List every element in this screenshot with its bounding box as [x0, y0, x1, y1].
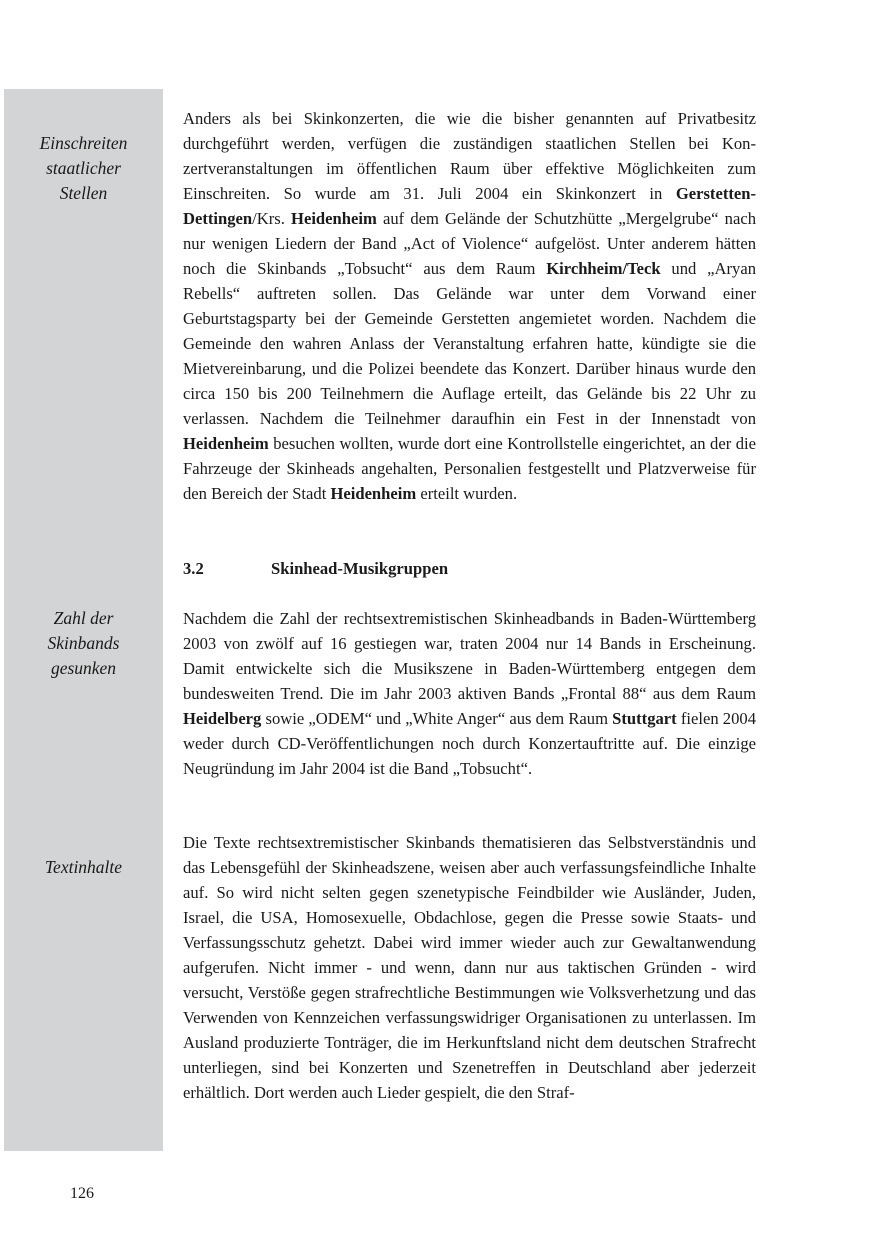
paragraph-lyrics	[183, 830, 756, 1105]
text-run: Die Texte rechtsextremistischer Skinbands thematisieren das Selbstverständnis und das Lebensgefühl der Skinheadszene, weisen aber auch verfassungsfeindliche Inhalte auf. So wird nicht selten gegen szenetypische Feindbilder wie Ausländer, Juden, Israel, die USA, Homosexuelle, Obdachlose, gegen die Presse sowie Staats- und Verfassungsschutz gehetzt. Dabei wird immer wieder auch zur Gewaltanwendung aufgerufen. Nicht immer - und wenn, dann nur aus taktischen Gründen - wird versucht, Verstöße gegen strafrechtliche Bestimmungen wie Volksverhetzung und das Verwenden von Kennzeichen verfassungswidriger Organisationen zu unterlassen. Im Ausland produzierte Tonträger, die im Herkunftsland nicht dem deutschen Strafrecht unterliegen, sind bei Konzerten und Szenetreffen in Deutschland aber jederzeit erhältlich. Dort werden auch Lieder gespielt, die den Straf-	[183, 833, 756, 1102]
margin-note-lyrics: Textinhalte	[44, 857, 123, 877]
margin-note-intervention: Einschreiten staatlicher Stellen	[39, 133, 128, 203]
text-run: besuchen wollten, wurde dort eine Kontrollstelle eingerichtet, an der die Fahrzeuge der Skinheads angehalten, Personalien festgestellt und Platzverweise für den Bereich der Stadt	[183, 434, 756, 503]
place-name: Gerstetten-Dettingen	[183, 184, 756, 228]
text-run: /Krs.	[252, 209, 292, 228]
paragraph-band-count	[183, 606, 756, 781]
paragraph-text	[183, 606, 756, 781]
text-run: fielen 2004 weder durch CD-Veröffentlichungen noch durch Konzertauftritte auf. Die einzige Neugründung im Jahr 2004 ist die Band „Tobsucht“.	[183, 709, 756, 778]
section-number: 3.2	[183, 559, 204, 578]
text-run: Nachdem die Zahl der rechtsextremistischen Skinheadbands in Baden-Württemberg 2003 von zwölf auf 16 gestiegen war, traten 2004 nur 14 Bands in Erscheinung. Damit entwickelte sich die Musikszene in Baden-Württemberg entgegen dem bundesweiten Trend. Die im Jahr 2003 aktiven Bands „Frontal 88“ aus dem Raum	[183, 609, 756, 703]
place-name: Heidenheim	[291, 209, 377, 228]
place-name: Kirchheim/Teck	[546, 259, 661, 278]
margin-note-band-count: Zahl der Skinbands gesunken	[47, 608, 120, 678]
text-run: sowie „ODEM“ und „White Anger“ aus dem Raum	[261, 709, 613, 728]
place-name: Heidelberg	[183, 709, 262, 728]
paragraph-text	[183, 830, 756, 1105]
paragraph-intervention	[183, 106, 756, 506]
page-number: 126	[70, 1185, 94, 1202]
place-name: Heidenheim	[183, 434, 269, 453]
text-run: erteilt wurden.	[416, 484, 518, 503]
place-name: Stuttgart	[612, 709, 677, 728]
place-name: Heidenheim	[330, 484, 417, 503]
section-title: Skinhead-Musikgruppen	[271, 559, 449, 578]
text-run: auf dem Gelände der Schutzhütte „Mergelgrube“ nach nur wenigen Liedern der Band „Act of Violence“ aufgelöst. Unter anderem hätten noch die Skinbands „Tobsucht“ aus dem Raum	[183, 209, 757, 278]
text-run: Anders als bei Skinkonzerten, die wie die bisher genannten auf Privatbesitz durchgeführt werden, verfügen die zuständigen staatlichen Stellen bei Konzertveranstaltungen im öffentlichen Raum über effektive Möglichkeiten zum Einschreiten. So wurde am 31. Juli 2004 ein Skinkonzert in	[183, 109, 756, 203]
section-heading	[183, 556, 448, 581]
paragraph-text	[183, 106, 756, 506]
text-run: und „Aryan Rebells“ auftreten sollen. Das Gelände war unter dem Vorwand einer Geburtstagsparty bei der Gemeinde Gerstetten angemietet worden. Nachdem die Gemeinde den wahren Anlass der Veranstaltung erfahren hatte, kündigte sie die Mietvereinbarung, und die Polizei beendete das Konzert. Darüber hinaus wurde den circa 150 bis 200 Teilnehmern die Auflage erteilt, das Gelände bis 22 Uhr zu verlassen. Nachdem die Teilnehmer daraufhin ein Fest in der Innenstadt von	[183, 259, 756, 428]
